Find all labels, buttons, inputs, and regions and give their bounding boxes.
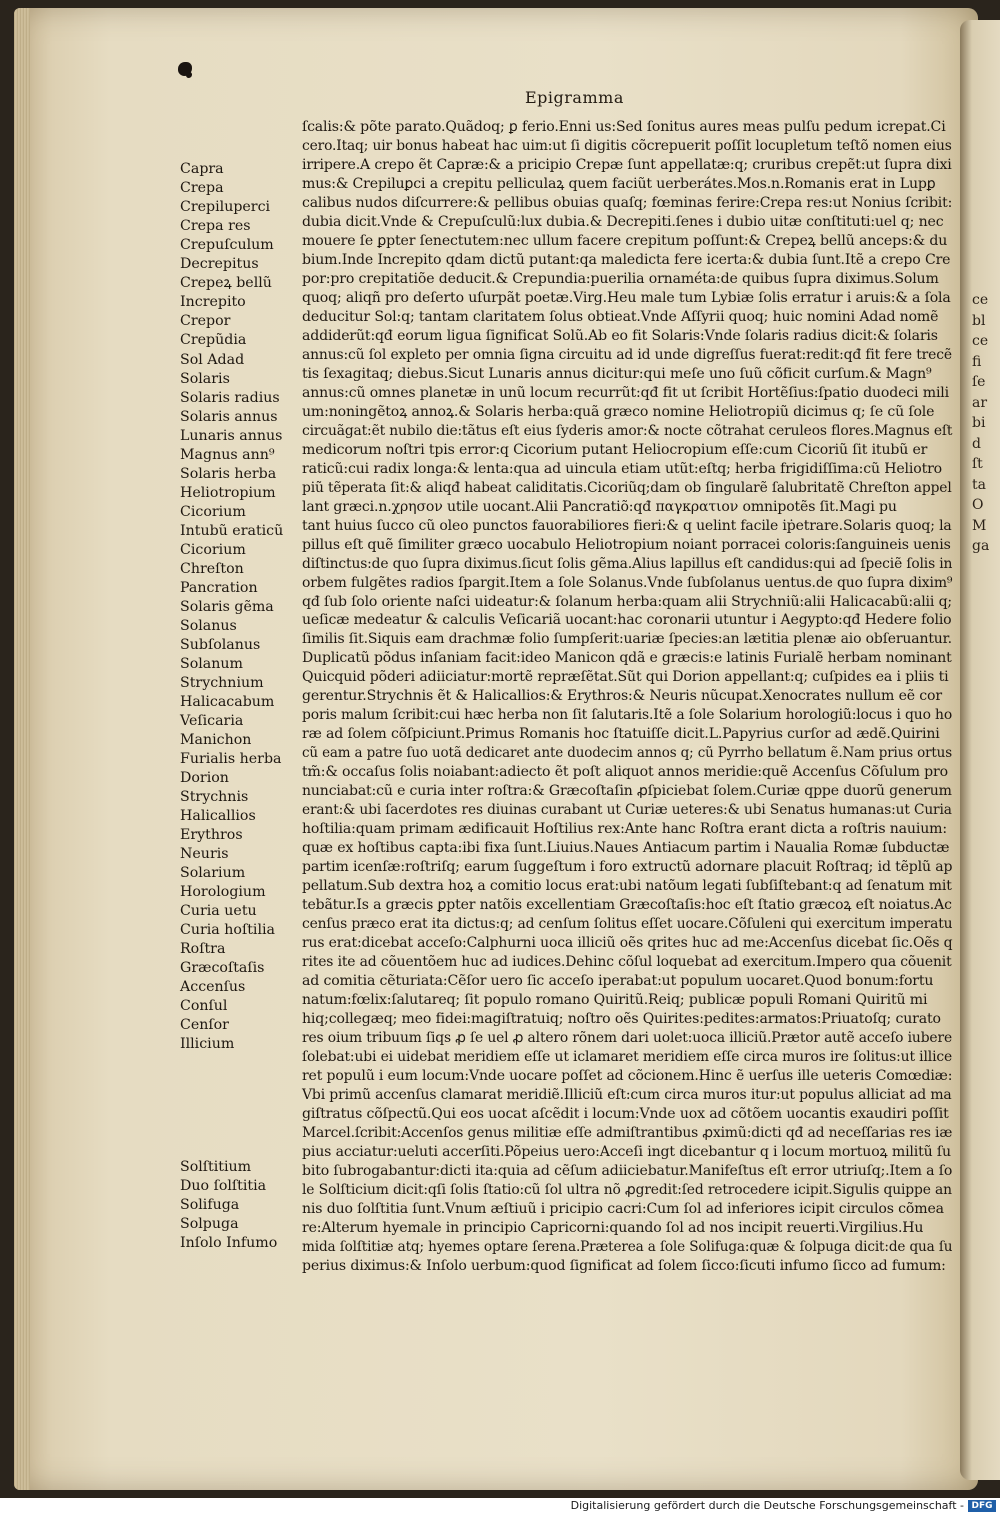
text-line: bium.Inde Increpito qdam dictũ putant:qa maledicta fere icerta:& dubia ſunt.Itẽ a crepo Cre <box>302 251 951 268</box>
text-line: Vbi primũ accenſus clamarat meridiẽ.Illiciũ eſt:cum circa muros itur:ut populus alliciat ad ma <box>302 1086 952 1103</box>
marginal-term: Magnus ann⁹ <box>180 447 275 463</box>
text-line: Duplicatũ põdus inſaniam facit:ideo Manicon qdã e græcis:e latinis Furialẽ herbam nominant <box>302 650 952 667</box>
marginal-term: Chreſton <box>180 561 244 577</box>
text-line: partim icenſæ:roſtriſq; earum ſuggeſtum i foro extructũ adornare placuit Roſtraq; id tẽplũ ap <box>302 859 953 876</box>
text-line: nis duo ſolſtitia ſunt.Vnum æſtiuũ i pricipio cacri:Cum ſol ad inferiores icipit circulos cõmea <box>302 1200 944 1217</box>
text-line: ræ ad ſolem cõſpiciunt.Primus Romanis hoc ſtatuiſſe dicit.L.Papyrius curſor ad ædẽ.Quirini <box>302 726 940 743</box>
marginal-term: Decrepitus <box>180 256 259 272</box>
text-line: pellatum.Sub dextra hoꝝ a comitio locus erat:ubi natõum legati ſubſiſtebant:q ad ſenatum mit <box>302 878 952 895</box>
footer-credit: Digitalisierung gefördert durch die Deutsche Forschungsgemeinschaft - <box>570 1499 964 1512</box>
marginal-term: Lunaris annus <box>180 428 283 444</box>
text-line: dubia dicit.Vnde & Crepuſculũ:lux dubia.& Decrepiti.ſenes i dubio uitæ conſtituti:uel q; nec <box>302 213 944 230</box>
marginal-term: Subſolanus <box>180 637 261 653</box>
text-line: diſtinctus:de quo ſupra diximus.ſicut ſolis gẽma.Alius lapillus eſt candidus:qui ad ſpeciẽ ſolis in <box>302 555 953 572</box>
text-line: ad comitia cẽturiata:Cẽſor uero ſic acceſo iperabat:ut populum uocaret.Quod bonum:fortu <box>302 973 934 990</box>
marginal-term: Crepor <box>180 313 231 329</box>
marginal-term: Halicallios <box>180 808 256 824</box>
text-line: tm̃:& occaſus ſolis noiabant:adiecto ẽt poſt aliquot annos meridie:quẽ Accenſus Cõſulum pro <box>302 764 948 781</box>
marginal-term: Solaris radius <box>180 390 280 406</box>
text-line: circuãgat:ẽt nubilo die:tãtus eſt eius ſyderis amor:& nocte cõtrahat ceruleos flores.Magnus eſt <box>302 422 953 439</box>
marginal-term: Solarium <box>180 865 246 881</box>
text-line: tis ſexagitaq; diebus.Sicut Lunaris annus dicitur:qui meſe uno ſuũ cõficit curſum.& Magn⁹ <box>302 365 932 382</box>
text-line: lant græci.n.χρησον utile uocant.Alii Pancratiõ:qđ παγκρατιον omnipotẽs ſit.Magi pu <box>302 498 897 515</box>
text-line: mouere ſe ꝑpter ſenectutem:nec ullum facere crepitum poſſunt:& Crepeꝝ bellũ anceps:& du <box>302 232 948 249</box>
marginal-term: Dorion <box>180 770 229 786</box>
marginal-term: Pancration <box>180 580 258 596</box>
marginal-term: Veſicaria <box>180 713 244 729</box>
text-line: tebãtur.Is a græcis ꝑpter natõis excellentiam Græcoſtaſis:hoc eſt ſtatio græcoꝝ eſt noiatus.Ac <box>302 897 952 914</box>
marginal-term: Strychnis <box>180 789 249 805</box>
text-line: ret populũ i eum locum:Vnde uocare poſſet ad cõcionem.Hinc ẽ uerſus ille ueteris Comœdiæ: <box>302 1068 953 1084</box>
marginal-term: Heliotropium <box>180 485 276 501</box>
marginal-term: Solaris annus <box>180 409 278 425</box>
marginal-term: Neuris <box>180 846 229 862</box>
marginal-term: Erythros <box>180 827 243 843</box>
text-line: re:Alterum hyemale in principio Capricorni:quando ſol ad nos incipit reuerti.Virgilius.Hu <box>302 1219 924 1236</box>
marginal-term: Curia uetu <box>180 903 257 919</box>
text-line: erant:& ubi ſacerdotes res diuinas curabant ut Curiæ ueteres:& ubi Senatus humanas:ut Curia <box>302 802 952 819</box>
marginal-term: Solaris <box>180 371 230 387</box>
text-line: mida ſolſtitiæ atq; hyemes optare ſerena.Præterea a ſole Solifuga:quæ & ſolpuga dicit:de qua ſu <box>302 1238 953 1255</box>
text-line: natum:fœlix:ſalutareq; ſit populo romano Quiritũ.Reiq; publicæ populi Romani Quiritũ mi <box>302 992 928 1009</box>
dfg-logo: DFG <box>968 1500 996 1512</box>
digitization-footer <box>0 1498 1000 1515</box>
text-line: ſolebat:ubi ei uidebat meridiem eſſe ut iclamaret meridiem eſſe circa muros ire ſolitus:ut illice <box>302 1049 953 1066</box>
text-line: ſcalis:& põte parato.Quãdoq; ꝑ ferio.Enni us:Sed ſonitus aures meas pulſu pedum icrepat.Ci <box>302 119 946 135</box>
marginal-term: Curia hoſtilia <box>180 922 275 938</box>
marginal-term: Horologium <box>180 884 266 900</box>
marginal-term: Cicorium <box>180 504 246 520</box>
marginal-term: Solaris herba <box>180 466 277 482</box>
text-line: Marcel.ſcribit:Accenſos genus militiæ eſſe admiſtrantibus ꝓximũ:dicti qđ ad neceſſarias res iæ <box>302 1124 953 1141</box>
text-line: cenſus præco erat ita dictus:q; ad cenſum ſolitus eſſet uocare.Cõſuleni qui exercitum imperatu <box>302 916 953 933</box>
text-line: pillus eſt quẽ ſimiliter græco uocabulo Heliotropium noiant porracei coloris:ſanguineis uenis <box>302 536 951 553</box>
marginal-term: Solpuga <box>180 1216 239 1232</box>
text-line: cũ eam a patre ſuo uotã dedicaret ante duodecim annos q; cũ Pyrrho bellatum ẽ.Nam prius ortus <box>302 745 952 762</box>
marginal-term: Solifuga <box>180 1197 240 1213</box>
marginal-term: Solanus <box>180 618 237 634</box>
text-line: poris malum ſcribit:cui hæc herba non ſit ſalutaris.Itẽ a ſole Solarium horologiũ:locus i quo ho <box>302 707 953 724</box>
text-line: raticũ:cui radix longa:& lenta:qua ad uincula etiam utũt:eſtq; herba frigidiſſima:cũ Heliotro <box>302 460 943 477</box>
marginal-term: Manichon <box>180 732 252 748</box>
text-line: qđ ſub ſolo oriente naſci uideatur:& ſolanum herba:quam alii Strychniũ:alii Halicacabũ:alii q; <box>302 593 953 610</box>
marginal-term: Crepeꝝ bellũ <box>180 275 272 291</box>
text-line: hiq;collegæq; meo fidei:magiſtratuiq; noſtro oẽs Quirites:pedites:armatos:Priuatoſq; curato <box>302 1011 941 1028</box>
marginal-term: Furialis herba <box>180 751 282 767</box>
text-line: annus:cũ ſol expleto per omnia ſigna circuitu ad id unde digreſſus fuerat:redit:qđ fit fere trecẽ <box>302 346 952 363</box>
text-line: mus:& Crepiluꝑci a crepitu pelliculaꝝ quem faciũt uerberátes.Mos.n.Romanis erat in Lupꝑ <box>302 175 936 192</box>
marginal-term: Græcoſtaſis <box>180 960 265 976</box>
marginal-term: Halicacabum <box>180 694 275 710</box>
running-head: Epigramma <box>525 88 624 107</box>
marginal-term: Solſtitium <box>180 1159 252 1175</box>
text-line: medicorum noſtri tpis error:q Cicorium putant Heliocropium eſſe:cum Cicoriũ ſit itubũ er <box>302 441 928 458</box>
marginal-term: Crepiluperci <box>180 199 271 215</box>
text-line: le Solſticium dicit:qſi ſolis ſtatio:cũ ſol ultra nõ ꝓgredit:ſed retrocedere icipit.Sigulis quippe an <box>302 1181 952 1198</box>
text-line: annus:cũ omnes planetæ in unũ locum recurrũt:qđ fit ut ſcribit Hortẽſius:ſpatio duodeci mili <box>302 384 950 401</box>
facing-page-glimpse: ce bl ce fi ſe ar bi d ſt ta O M ga <box>972 292 990 554</box>
marginal-term: Conſul <box>180 998 228 1014</box>
marginal-term: Roſtra <box>180 941 226 957</box>
marginal-term: Cenſor <box>180 1017 229 1033</box>
text-line: addiderũt:qđ eorum ligua ſignificat Solũ.Ab eo fit Solaris:Vnde ſolaris radius dicit:& ſolaris <box>302 327 938 344</box>
text-line: rites ite ad cõuentõem huc ad iudices.Dehinc cõſul loquebat ad exercitum.Impero qua cõuenit <box>302 954 952 971</box>
marginal-term: Strychnium <box>180 675 264 691</box>
marginal-term: Crepuſculum <box>180 237 274 253</box>
marginal-term: Solaris gẽma <box>180 599 274 615</box>
text-line: pius acciatur:ueluti accerſiti.Põpeius uero:Acceſi ingt dicebantur q i locum mortuoꝝ militũ ſu <box>302 1143 951 1160</box>
text-line: deducitur Sol:q; tantam claritatem ſolus obtieat.Vnde Aſſyrii quoq; huic nomini Adad nomẽ <box>302 308 939 325</box>
text-line: quoq; aliqñ pro deſerto uſurpãt poetæ.Virg.Heu male tum Lybiæ ſolis erratur i aruis:& a ſola <box>302 289 951 306</box>
marginal-term: Capra <box>180 161 224 177</box>
marginal-term: Solanum <box>180 656 243 672</box>
marginal-term: Crepa <box>180 180 224 196</box>
text-line: rus erat:dicebat acceſo:Calphurni uoca illiciũ oẽs qrites huc ad me:Accenſus dicebat ſic.Oẽs q <box>302 935 953 952</box>
marginal-term: Increpito <box>180 294 246 310</box>
marginal-term: Crepa res <box>180 218 251 234</box>
text-line: calibus nudos diſcurrere:& pellibus obuias quaſq; fœminas ferire:Crepa res:ut Nonius ſcribit: <box>302 194 953 211</box>
marginal-term: Accenſus <box>180 979 246 995</box>
facing-page-edge <box>960 20 1000 1480</box>
marginal-term: Duo ſolſtitia <box>180 1178 267 1194</box>
marginal-term: Crepũdia <box>180 332 247 348</box>
text-line: res oium tribuum ſiqs ꝓ ſe uel ꝓ altero rõnem dari uolet:uoca illiciũ.Prætor autẽ acceſo iubere <box>302 1030 953 1047</box>
text-line: bito ſubrogabantur:dicti ita:quia ad cẽſum adiiciebatur.Manifeſtus eſt error utriuſq;.Item a ſo <box>302 1162 953 1179</box>
text-line: hoſtilia:quam primam ædificauit Hoſtilius rex:Ante hanc Roſtra erant dicta a roſtris nauium: <box>302 821 947 838</box>
text-line: por:pro crepitatiõe deducit.& Crepundia:puerilia ornaméta:de quibus ſupra diximus.Solum <box>302 270 939 287</box>
text-line: gerentur.Strychnis ẽt & Halicallios:& Erythros:& Neuris nũcupat.Xenocrates nullum eẽ cor <box>302 688 942 705</box>
text-line: piũ tẽperata ſit:& aliqđ habeat caliditatis.Cicoriũq;dam ob ſingularẽ ſalubritatẽ Chreſton appel <box>302 479 952 496</box>
text-line: nunciabat:cũ e curia inter roſtra:& Græcoſtaſin ꝓſpiciebat ſolem.Curiæ qppe duorũ generum <box>302 783 952 800</box>
marginal-term: Illicium <box>180 1036 235 1052</box>
text-line: ſimilis ſit.Siquis eam drachmæ folio ſumpſerit:uariæ ſpecies:an lætitia plenæ aio obſeruantur. <box>302 631 952 648</box>
text-line: Quicquid põderi adiiciatur:mortẽ repræſẽtat.Sũt qui Dorion appellant:q; cuſpides ea i pliis ti <box>302 669 949 686</box>
marginal-term: Sol Adad <box>180 352 245 368</box>
text-line: tant huius ſucco cũ oleo punctos fauorabiliores fieri:& q uelint facile iṗetrare.Solaris quoq; la <box>302 517 952 534</box>
text-line: quæ ex hoſtibus capta:ibi fixa ſunt.Liuius.Naues Antiacum partim i Naualia Romæ ſubductæ <box>302 840 950 857</box>
text-line: um:noningẽtoꝝ annoꝝ.& Solaris herba:quã græco nomine Heliotropiũ dicimus q; ſe cũ ſole <box>302 403 935 420</box>
text-line: orbem fulgẽtes radios ſpargit.Item a ſole Solanus.Vnde ſubſolanus uentus.de quo ſupra dixim⁹ <box>302 574 953 591</box>
marginal-term: Cicorium <box>180 542 246 558</box>
text-line: cero.Itaq; uir bonus habeat hac uim:ut ſi digitis cõcrepuerit poſſit locupletum teſtõ nomen eius <box>302 137 952 154</box>
text-line: irripere.A crepo ẽt Capræ:& a pricipio Crepæ ſunt appellatæ:q; cruribus crepẽt:ut ſupra dixi <box>302 156 952 173</box>
marginal-term: Inſolo Infumo <box>180 1235 278 1251</box>
marginal-term: Intubũ eraticũ <box>180 523 284 539</box>
text-line: perius diximus:& Inſolo uerbum:quod ſignificat ad ſolem ſicco:ſicuti infumo ſicco ad fumum: <box>302 1257 946 1274</box>
text-line: giſtratus cõſpectũ.Qui eos uocat aſcẽdit i locum:Vnde uox ad cõtõem uocantis exaudiri poſſit <box>302 1105 949 1122</box>
page-edge <box>14 8 30 1490</box>
text-line: ueſicæ medeatur & calculis Veſicariã uocant:hac coronarii utuntur i Aegypto:qđ Hedere folio <box>302 612 952 629</box>
